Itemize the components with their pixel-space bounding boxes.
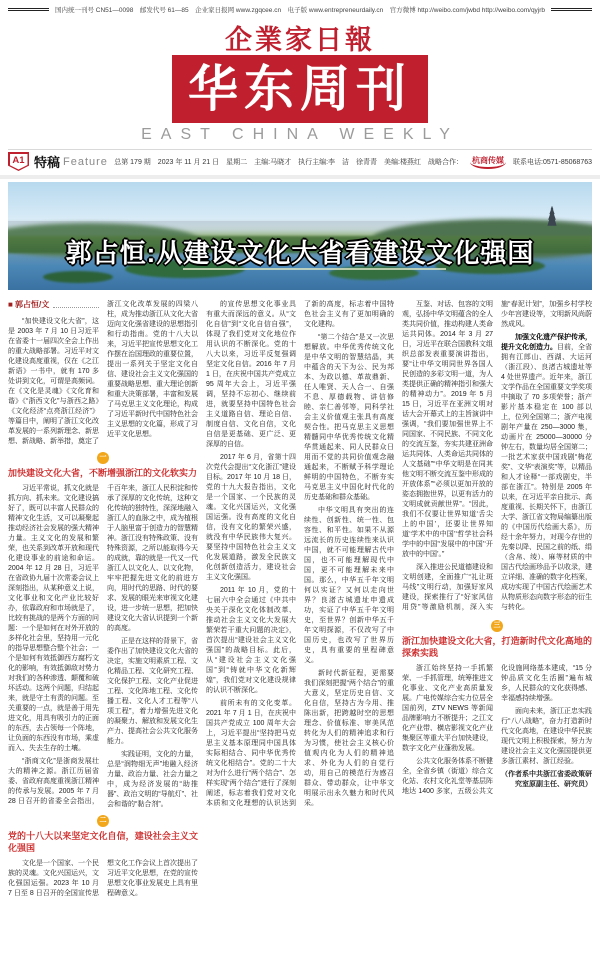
publication-codes: 国内统一刊号 CN51—0098 邮发代号 61—85 企业家日报网 www.zgqcee.cn 电子版 www.entrepreneurdaily.cn 官方微博 http://weibo.com/jwbd http://weibo.com/qyjrb [54, 7, 546, 14]
top-publication-bar [8, 5, 592, 14]
left-rule [8, 8, 49, 11]
paragraph: 2017 年 6 月，省第十四次党代会提出“文化浙江”建设目标。2017 年 10 月 18 日，党的十九大报告指出，文化是一个国家、一个民族的灵魂。文化兴国运兴，文化强国运强。没有高度的文化自信，没有文化的繁荣兴盛，就没有中华民族伟大复兴。要坚持中国特色社会主义文化发展道路，激发全民族文化创新创造活力，建设社会主义文化强国。 [206, 454, 296, 581]
paragraph: 浙江始终坚持一手抓繁荣、一手抓管理，统筹推进文化事业、文化产业高质量发展。广电传媒综合实力位居全国前列，ZTV NEWS 等新闻品牌影响力不断提升；之江文化产业带、横店影视文化产业集聚区等重大平台加快建设，数字文化产业蓬勃发展。 [402, 664, 493, 752]
paragraph-rest: 目前，全省拥有江郎山、西湖、大运河（浙江段）、良渚古城遗址等 4 处世界遗产。近年来，浙江文学作品在全国重要文学奖项中摘取了 70 多项荣誉；浙产影片基本稳定在 100 部以上，位列全国第二；浙产电视剧年产量在 250—3000 集，动画片在 25000—30000 分钟左右，数量均居全国第二；一批艺术家获中国戏剧“梅花奖”、文华“表演奖”等，以精品和人才诠释“一部戏剧史，半部在浙江”。特别是 2005 年以来，在习近平亲自批示、高度重视、长期关怀下，由浙江大学、浙江省文物局编纂出版的《中国历代绘画大系》，历经十余年努力，对现今存世的先秦以降、民国之前的纸、绢（含帛、绫）、麻等材质的中国古代绘画珍品予以收录，建立详细、准确的数字化档案，成功实现了中国古代绘画艺术从物质形态向数字形态的衍生与转化。 [501, 344, 592, 611]
contact-phone: 联系电话:0571-85068763 [513, 158, 592, 166]
hangshang-media-logo: 杭商传媒 [470, 155, 506, 169]
section-title: 党的十八大以来坚定文化自信，建设社会主义文化强国 [8, 831, 198, 853]
entrepreneur-daily-logo: 企業家日報 [225, 25, 375, 55]
info-bar [8, 149, 592, 173]
paragraph: “加快建设文化大省”，这是 2003 年 7 月 10 日习近平在省委十一届四次全会上作出的重大战略部署。习近平对文化建设高度重视，仅在《之江新语》一书中，就有 170 多处讲到文化，可谓是高频词。在《文化是灵魂》《文化育和谐》《“浙西文化”与浙西之路》《文化经济“点亮浙江经济”》等篇目中，阐明了浙江文化改革发展的一系列新理念、新思想、新战略、新举措，奠定了浙江文化改革发展的四梁八柱，成为推动浙江从文化大省迈向文化强省建设的思想指引和行动指南。党的十八大以来，习近平把宣传思想文化工作摆在治国理政的重要位置，提出一系列关于坚定文化自信、建设社会主义文化强国的重要战略思想、重大理论创新和重大决策部署，丰富和发展了马克思主义文化理论，构成了习近平新时代中国特色社会主义思想的文化篇，形成了习近平文化思想。 [8, 301, 198, 445]
article-columns-5-6 [402, 300, 592, 952]
byline-row [8, 300, 99, 310]
paragraph: 前所未有的文化变革。2021 年 7 月 1 日，在庆祝中国共产党成立 100 周年大会上，习近平提出“坚持把马克思主义基本原理同中国具体实际相结合、同中华优秀传统文化相结合”。党的二十大对为什么进行“两个结合”、怎样实现“两个结合”进行了深刻阐述，标志着我们党对文化本质和文化理想的认识达到了新的高度，标志着中国特色社会主义有了更加明确的文化建构。 [206, 301, 394, 807]
page-code-badge [8, 152, 29, 171]
main-headline: 郭占恒:从建设文化大省看建设文化强国 [65, 238, 535, 268]
paragraph: 深入推进公民道德建设和文明创建，全面推广“礼让斑马线”文明行动，加强好家风建设，探索推行了“好家风信用贷”等激励机制，深入实施“春泥计划”，加强乡村学校少年宫建设等，文明新风尚蔚然成风。 [402, 301, 592, 611]
editors: 主编:马晓才 执行主编:李 洁 徐青青 美编:楼燕红 [254, 158, 421, 166]
section-name: 特稿 [34, 155, 61, 170]
lake-island [43, 271, 113, 283]
cooperation-label: 战略合作： [428, 158, 463, 166]
weekly-title: 华东周刊 [188, 61, 412, 117]
paragraph: 正是在这样的背景下，省委作出了加快建设文化大省的决定，实施文明素质工程、文化精品工程、文化研究工程、文化保护工程、文化产业促进工程、文化阵地工程、文化传播工程、文化人才工程等“八项工程”，着力增强先进文化的凝聚力、解放和发展文化生产力、提高社会公共文化服务能力。 [107, 638, 198, 745]
paragraph: 中华文明具有突出的连续性、创新性、统一性、包容性、和平性。如果不从源远流长的历史连续性来认识中国，就不可能理解古代中国，也不可能理解现代中国，更不可能理解未来中国。那么，中华五千年文明何以实证？又何以走向世界？良渚古城遗址申遗成功，实证了中华五千年文明史，至世界？创新中华五千年文明探源，不仅改写了中国历史，也改写了世界历史，具有重要的里程碑意义。 [304, 507, 394, 664]
paragraph: 习近平常说，抓文化就是抓方向、抓未来。文化建设搞好了，既可以丰富人民群众的精神文化生活，又可以凝聚起推动经济社会发展的强大精神力量。主义文化的发展和繁荣，也关系到改革开放和现代化建设事业的前途和命运。2004 年 12 月 28 日，习近平在省政协九届十次常委会议上深刻指出，从某种意义上说，文化事业和文化产业比较好办，依靠政府和市场就是了，比较有挑战的是两个方面的问题：一个是如何在对外开放的多样化社会里，坚持用一元化的指导思想整合整个社会；一个是如何有效抵御西方腐朽文化的影响，有效抵御敌对势力对我们的各种渗透、颠覆和破坏活动。这两个问题，归结起来，就是守土有责的问题。至关重要的一点，就是善于用先进文化，用具有吸引力的正面的东西，去占领每一个阵地，让负面的东西没有市场，乘虚而入、失去生存的土壤。 [8, 485, 99, 752]
paragraph: 文化是一个国家、一个民族的灵魂。文化兴国运兴，文化强国运强。2023 年 10 月 7 日至 8 日召开的全国宣传思想文化工作会议上首次提出了习近平文化思想，在党的宣传思想文化事业发展史上具有里程碑意义。 [8, 860, 198, 897]
paragraph: 面向未来，浙江正忠实践行“八八战略”，奋力打造新时代文化高地，在建设中华民族现代文明上积极探索，努力为建设社会主义文化强国提供更多浙江素材、浙江经验。 [501, 707, 592, 765]
section-heading-2 [8, 815, 198, 854]
page-code: A1 [12, 154, 25, 166]
section-name-en: Feature [63, 155, 108, 168]
section-heading-1 [8, 452, 198, 479]
paragraph: “第二个结合”是又一次思想解放。中华优秀传统文化是中华文明的智慧结晶，其中蕴含的天下为公、民为邦本、为政以德、革故鼎新、任人唯贤、天人合一、自强不息、厚德载物、讲信修睦、亲仁善邻等，同科学社会主义价值观主张具有高度契合性。把马克思主义思想精髓同中华优秀传统文化精华贯通起来、同人民群众日用而不觉的共同价值观念融通起来，不断赋予科学理论鲜明的中国特色，不断夯实马克思主义中国化时代化的历史基础和群众基础。 [304, 334, 394, 501]
paragraph: 新时代新征程，更需要我们深刻把握“两个结合”的重大意义，坚定历史自信、文化自信，坚持古为今用、推陈出新，把跨越时空的思想理念、价值标准、审美风范转化为人们的精神追求和行为习惯，使社会主义核心价值观内化为人们的精神追求、外化为人们的自觉行动，用自己的模范行为感召群众、带动群众，让中华文明展示出永久魅力和时代风采。 [304, 670, 394, 807]
issue-number: 总第 179 期 [114, 158, 151, 166]
paragraph: 公共文化服务体系不断健全，全省乡镇（街道）综合文化站、农村文化礼堂等基层阵地达 1400 多家，五级公共文化设施网络基本建成，“15 分钟品质文化生活圈”遍布城乡，人民群众的文化获得感、幸福感持续增强。 [402, 664, 592, 795]
masthead-box [172, 55, 428, 123]
section-heading-3 [402, 620, 592, 659]
bold-lead-in: 加强文化遗产保护传承，提升文化创造力。 [501, 334, 592, 351]
paragraph-with-lead [501, 333, 592, 613]
section-number-badge: 二 [97, 815, 109, 827]
weekly-title-en: EAST CHINA WEEKLY [141, 126, 459, 143]
section-title: 加快建设文化大省，不断增强浙江的文化软实力 [8, 468, 198, 478]
paragraph: “浙商文化”是浙商发展壮大的精神之源。浙江历届省委、省政府高度重视浙江精神的传承与发展。2005 年 7 月 28 日召开的省委全会指出，千百年来，浙江人民积淀和传承了深厚的文化传统，这种文化传统的独特性，深深地融入浙江人的血脉之中，成为植根于人脑里富于创造力的智慧精神。浙江没有特殊政策、没有特殊资源，之所以能取得今天的成就，靠的就是一代又一代浙江人以文化人、以文化物，牢牢把握先进文化的前进方向，用时代的思路、时代的要求、发展的眼光来审视文化建设，进一步统一思想，把加快建设文化大省认识提到一个新的高度。 [8, 485, 198, 805]
section-number-badge: 一 [97, 452, 109, 464]
section-number-badge: 三 [491, 620, 503, 632]
issue-date: 2023 年 11 月 21 日 [157, 158, 220, 166]
issue-weekday: 星期二 [226, 158, 248, 166]
byline-dotted-rule [53, 307, 99, 308]
paragraph: 互鉴、对话、包容的文明观，弘扬中华文明蕴含的全人类共同价值，推动构建人类命运共同体。2014 年 3 月 27 日，习近平在联合国教科文组织总部发表重要演讲指出，要“让中华文明同世界各国人民创造的多彩文明一道，为人类提供正确的精神指引和强大的精神动力”。2019 年 5 月 15 日，习近平在亚洲文明对话大会开幕式上的主旨演讲中强调，“我们要加强世界上不同国家、不同民族、不同文化的交流互鉴，夯实共建亚洲命运共同体、人类命运共同体的人文基础”“中华文明是在同其他文明不断交流互鉴中形成的开放体系”“必须以更加开放的姿态拥抱世界，以更有活力的文明成就贡献世界”。“因此，我们不仅要让世界知道‘舌尖上的中国’，还要让世界知道‘学术中的中国’‘哲学社会科学中的中国’‘发展中的中国’‘开放中的中国’。” [402, 301, 493, 558]
divider [0, 175, 600, 179]
issue-info [114, 155, 592, 169]
west-lake-aerial-photo [8, 182, 592, 290]
author-byline: ■ 郭占恒/文 [8, 300, 50, 309]
author-attribution: （作者系中共浙江省委政策研究室原副主任、研究员） [501, 770, 592, 788]
article-columns-1-2 [8, 300, 198, 952]
paragraph: 实践证明，文化的力量，总是“润物细无声”地融入经济力量、政治力量、社会力量之中，成为经济发展的“助推器”、政治文明的“导航灯”、社会和谐的“黏合剂”。 [107, 751, 198, 808]
section-title: 浙江加快建设文化大省，打造新时代文化高地的探索实践 [402, 635, 592, 658]
paragraph: 的宣传思想文化事业具有重大而深远的意义。从“文化自信”到“文化自信自强”，体现了我们党对文化地位作用认识的不断深化。党的十八大以来，习近平反复强调坚定文化自信。2016 年 7 月 1 日，在庆祝中国共产党成立 95 周年大会上，习近平强调，坚持不忘初心、继续前进，就要坚持中国特色社会主义道路自信、理论自信、制度自信、文化自信，文化自信是更基础、更广泛、更深厚的自信。 [206, 301, 296, 448]
paragraph: 2011 年 10 月，党的十七届六中全会通过《中共中央关于深化文化体制改革、推动社会主义文化大发展大繁荣若干重大问题的决定》，首次提出“建设社会主义文化强国”的战略目标。此后，从“建设社会主义文化强国”到“铸就中华文化新辉煌”，我们党对文化建设规律的认识不断深化。 [206, 587, 296, 694]
article-columns-3-4 [206, 300, 394, 952]
right-rule [551, 8, 592, 11]
